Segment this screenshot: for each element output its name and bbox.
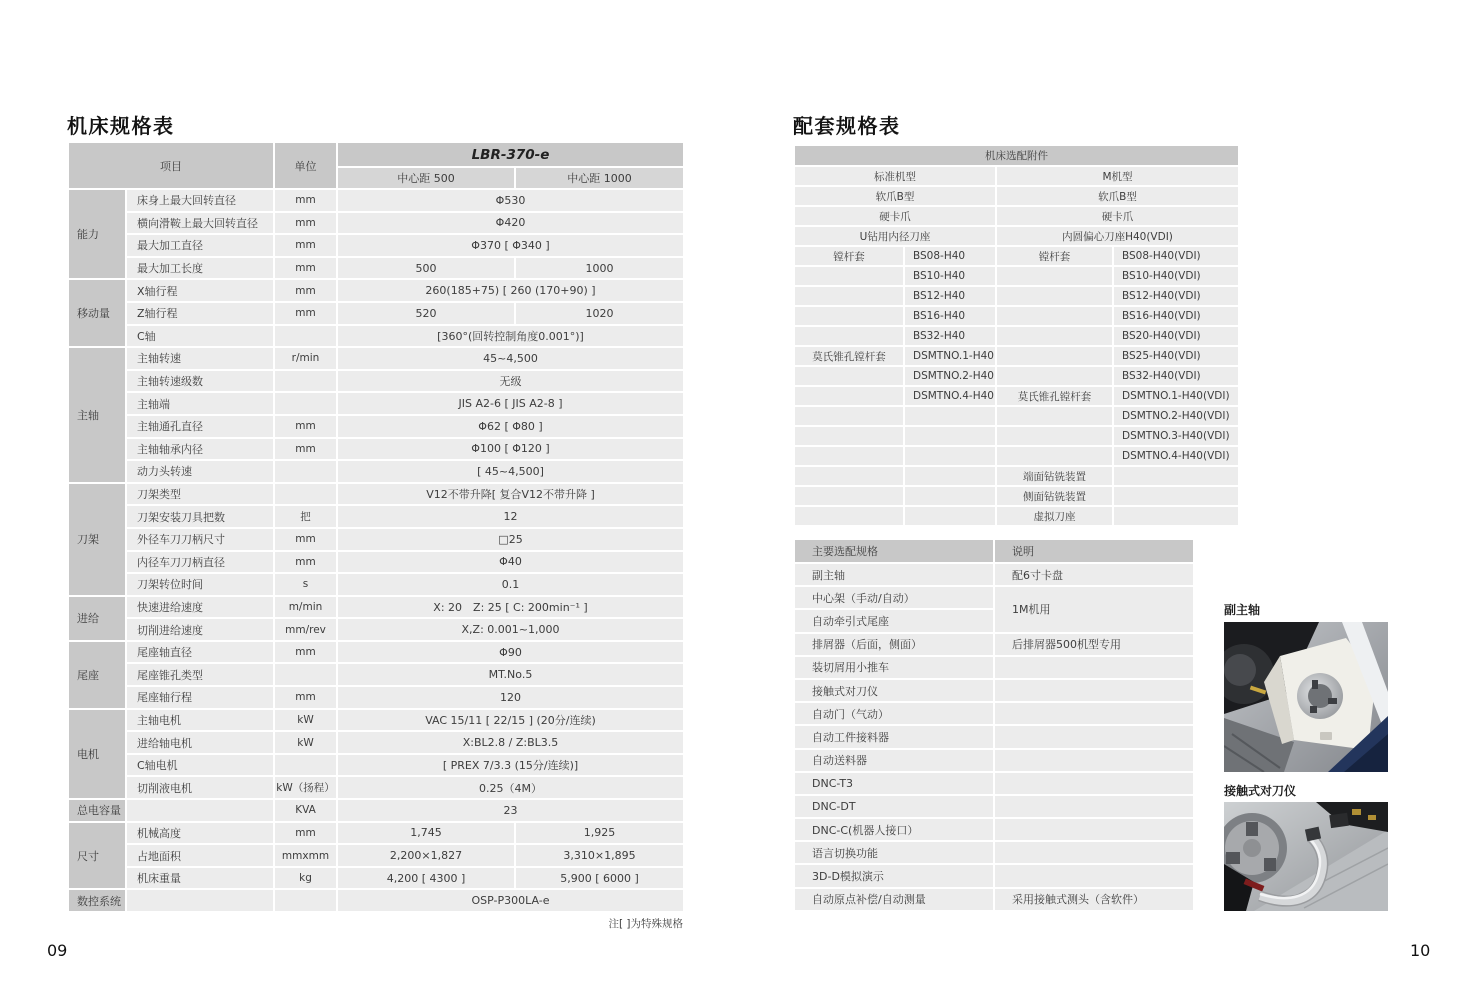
spec-value: 12 (337, 505, 684, 528)
accessory-category: 莫氏锥孔镗杆套 (996, 386, 1113, 406)
table-row (68, 212, 684, 235)
spec-unit (274, 483, 337, 506)
spec-item: 主轴通孔直径 (126, 415, 274, 438)
spec-value: 45~4,500 (337, 347, 684, 370)
spec-value: VAC 15/11 [ 22/15 ] (20分/连续) (337, 709, 684, 732)
option-name: 装切屑用小推车 (794, 656, 994, 679)
accessory-model: BS32-H40 (904, 326, 996, 346)
table-row (794, 679, 1194, 702)
table-row (794, 166, 1239, 186)
table-row (794, 266, 1239, 286)
accessory-model (904, 406, 996, 426)
spec-unit: r/min (274, 347, 337, 370)
accessory-category (996, 326, 1113, 346)
spec-value: 1020 (515, 302, 684, 325)
spec-item: 刀架安装刀具把数 (126, 505, 274, 528)
section-label: 数控系统 (68, 889, 126, 912)
spec-unit: mm (274, 528, 337, 551)
spec-item: 切削进给速度 (126, 618, 274, 641)
spec-value: X: 20 Z: 25 [ C: 200min⁻¹ ] (337, 596, 684, 619)
spec-item: C轴 (126, 325, 274, 348)
spec-item: Z轴行程 (126, 302, 274, 325)
section-label: 刀架 (68, 483, 126, 596)
spec-unit: mm (274, 279, 337, 302)
table-row (68, 844, 684, 867)
spec-item: 主轴轴承内径 (126, 438, 274, 461)
accessory-category: 侧面钻铣装置 (996, 486, 1113, 506)
spec-unit: mm (274, 551, 337, 574)
special-spec-note: 注[ ]为特殊规格 (608, 918, 683, 930)
spec-value: 0.25（4M） (337, 776, 684, 799)
spec-unit: mm (274, 438, 337, 461)
spec-value: 3,310×1,895 (515, 844, 684, 867)
accessory-cell: 硬卡爪 (794, 206, 996, 226)
accessory-category (794, 506, 904, 526)
table-header-row (794, 145, 1239, 166)
table-row (68, 392, 684, 415)
table-row (68, 754, 684, 777)
accessory-model: BS08-H40(VDI) (1113, 246, 1239, 266)
option-name: DNC-C(机器人接口） (794, 818, 994, 841)
table-row (794, 446, 1239, 466)
table-row (794, 506, 1239, 526)
accessory-category (794, 266, 904, 286)
spec-value: 1000 (515, 257, 684, 280)
spec-unit: kg (274, 867, 337, 890)
accessory-model (904, 466, 996, 486)
spec-item: 主轴转速 (126, 347, 274, 370)
spec-unit: mm (274, 641, 337, 664)
spec-value: 120 (337, 686, 684, 709)
table-row (794, 366, 1239, 386)
accessory-model: DSMTNO.4-H40 (904, 386, 996, 406)
spec-item: 主轴转速级数 (126, 370, 274, 393)
accessory-category: 镗杆套 (794, 246, 904, 266)
accessory-model: BS10-H40(VDI) (1113, 266, 1239, 286)
spec-unit: mm (274, 189, 337, 212)
accessory-cell: 软爪B型 (996, 186, 1239, 206)
section-label: 电机 (68, 709, 126, 799)
table-row (68, 822, 684, 845)
spec-item: 最大加工直径 (126, 234, 274, 257)
spec-unit: kW (274, 731, 337, 754)
spec-item: 外径车刀刀柄尺寸 (126, 528, 274, 551)
spec-item: 进给轴电机 (126, 731, 274, 754)
page-number-left: 09 (47, 941, 68, 960)
model-name: LBR-370-e (337, 142, 684, 167)
table-row (68, 460, 684, 483)
table-row (68, 889, 684, 912)
spec-unit: s (274, 573, 337, 596)
table-row (68, 799, 684, 822)
accessory-category (996, 426, 1113, 446)
spec-unit: kW (274, 709, 337, 732)
spec-unit (274, 325, 337, 348)
accessory-category (996, 346, 1113, 366)
spec-unit (274, 460, 337, 483)
option-desc: 配6寸卡盘 (994, 563, 1194, 586)
spec-value: JIS A2-6 [ JIS A2-8 ] (337, 392, 684, 415)
option-name: 3D-D模拟演示 (794, 864, 994, 887)
option-name: 副主轴 (794, 563, 994, 586)
option-name: 自动原点补偿/自动测量 (794, 888, 994, 911)
accessory-model: DSMTNO.1-H40(VDI) (1113, 386, 1239, 406)
section-label: 进给 (68, 596, 126, 641)
table-row (794, 406, 1239, 426)
accessory-model: DSMTNO.1-H40 (904, 346, 996, 366)
spec-unit: KVA (274, 799, 337, 822)
accessory-model (904, 486, 996, 506)
sub-spindle-photo-label: 副主轴 (1224, 603, 1261, 617)
spec-unit: mm (274, 302, 337, 325)
table-row (68, 325, 684, 348)
option-name: 自动牵引式尾座 (794, 609, 994, 632)
option-name: 语言切换功能 (794, 841, 994, 864)
accessory-category (996, 306, 1113, 326)
accessory-model: BS16-H40 (904, 306, 996, 326)
spec-unit: mm/rev (274, 618, 337, 641)
tool-setter-photo-label: 接触式对刀仪 (1224, 784, 1297, 798)
option-desc (994, 749, 1194, 772)
table-row (794, 725, 1194, 748)
spec-unit (274, 889, 337, 912)
accessory-category (794, 286, 904, 306)
accessory-model (904, 506, 996, 526)
spec-value: Φ100 [ Φ120 ] (337, 438, 684, 461)
table-header-row (794, 539, 1194, 563)
table-row (68, 438, 684, 461)
accessory-category (996, 286, 1113, 306)
spec-item: 内径车刀刀柄直径 (126, 551, 274, 574)
spec-value: OSP-P300LA-e (337, 889, 684, 912)
spec-item: 切削液电机 (126, 776, 274, 799)
spec-value: □25 (337, 528, 684, 551)
spec-item: 尾座轴行程 (126, 686, 274, 709)
spec-unit: mm (274, 686, 337, 709)
section-label: 总电容量 (68, 799, 126, 822)
spec-item: 刀架转位时间 (126, 573, 274, 596)
accessory-model (904, 426, 996, 446)
table-row (68, 279, 684, 302)
accessory-model (904, 446, 996, 466)
spec-value: Φ530 (337, 189, 684, 212)
accessory-category (794, 326, 904, 346)
accessory-category (794, 306, 904, 326)
spec-item (126, 799, 274, 822)
page-number-right: 10 (1410, 941, 1431, 960)
table-row (68, 776, 684, 799)
spec-value: Φ370 [ Φ340 ] (337, 234, 684, 257)
accessory-model: BS08-H40 (904, 246, 996, 266)
accessory-category: 莫氏锥孔镗杆套 (794, 346, 904, 366)
table-row (794, 818, 1194, 841)
spec-unit: mm (274, 212, 337, 235)
table-row (68, 257, 684, 280)
option-desc (994, 679, 1194, 702)
accessory-model: BS32-H40(VDI) (1113, 366, 1239, 386)
center-distance-1000: 中心距 1000 (515, 167, 684, 189)
option-desc (994, 656, 1194, 679)
table-row (68, 483, 684, 506)
accessory-category (794, 406, 904, 426)
table-header-row (68, 142, 684, 167)
accessory-model (1113, 506, 1239, 526)
table-row (68, 551, 684, 574)
accessory-cell: 内圆偏心刀座H40(VDI) (996, 226, 1239, 246)
option-name: 中心架（手动/自动） (794, 586, 994, 609)
table-row (68, 709, 684, 732)
option-desc (994, 772, 1194, 795)
accessory-cell: 硬卡爪 (996, 206, 1239, 226)
option-desc: 采用接触式测头（含软件） (994, 888, 1194, 911)
section-label: 尾座 (68, 641, 126, 709)
accessory-model: BS20-H40(VDI) (1113, 326, 1239, 346)
spec-item: 机械高度 (126, 822, 274, 845)
table-row (68, 505, 684, 528)
accessory-model: BS16-H40(VDI) (1113, 306, 1239, 326)
option-name: 自动送料器 (794, 749, 994, 772)
spec-unit: 把 (274, 505, 337, 528)
table-row (68, 663, 684, 686)
option-desc (994, 818, 1194, 841)
spec-unit: kW（扬程） (274, 776, 337, 799)
accessory-category: 虚拟刀座 (996, 506, 1113, 526)
spec-value: 23 (337, 799, 684, 822)
table-row (794, 563, 1194, 586)
table-row (68, 867, 684, 890)
spec-value: 2,200×1,827 (337, 844, 515, 867)
accessory-category (794, 366, 904, 386)
spec-item: X轴行程 (126, 279, 274, 302)
table-row (794, 888, 1194, 911)
spec-unit: mm (274, 415, 337, 438)
spec-unit: mm (274, 822, 337, 845)
table-row (794, 841, 1194, 864)
accessory-table (793, 144, 1240, 527)
spec-item: 机床重量 (126, 867, 274, 890)
option-name: DNC-DT (794, 795, 994, 818)
spec-value: 500 (337, 257, 515, 280)
spec-value: 1,925 (515, 822, 684, 845)
spec-unit: m/min (274, 596, 337, 619)
table-row (68, 302, 684, 325)
option-desc (994, 864, 1194, 887)
table-row (794, 702, 1194, 725)
option-name: 自动门（气动） (794, 702, 994, 725)
accessory-category (794, 386, 904, 406)
table-row (68, 641, 684, 664)
table-row (794, 186, 1239, 206)
accessory-header: 机床选配附件 (794, 145, 1239, 166)
table-row (68, 686, 684, 709)
option-desc (994, 702, 1194, 725)
table-row (68, 618, 684, 641)
table-row (794, 326, 1239, 346)
spec-value: V12不带升降[ 复合V12不带升降 ] (337, 483, 684, 506)
option-name: DNC-T3 (794, 772, 994, 795)
accessory-model: DSMTNO.2-H40(VDI) (1113, 406, 1239, 426)
accessory-cell: 软爪B型 (794, 186, 996, 206)
spec-value: 1,745 (337, 822, 515, 845)
accessory-model: BS12-H40(VDI) (1113, 286, 1239, 306)
spec-unit (274, 392, 337, 415)
table-row (68, 596, 684, 619)
spec-item: C轴电机 (126, 754, 274, 777)
section-label: 尺寸 (68, 822, 126, 890)
spec-unit: mmxmm (274, 844, 337, 867)
accessory-category (996, 446, 1113, 466)
accessory-model (1113, 466, 1239, 486)
spec-item: 最大加工长度 (126, 257, 274, 280)
machine-spec-table (67, 141, 685, 913)
spec-value: 5,900 [ 6000 ] (515, 867, 684, 890)
table-row (794, 795, 1194, 818)
spec-value: Φ40 (337, 551, 684, 574)
spec-value: Φ420 (337, 212, 684, 235)
section-label: 移动量 (68, 279, 126, 347)
spec-item: 尾座轴直径 (126, 641, 274, 664)
table-row (794, 749, 1194, 772)
accessory-model: BS25-H40(VDI) (1113, 346, 1239, 366)
option-desc (994, 841, 1194, 864)
table-row (794, 586, 1194, 609)
accessory-model (1113, 486, 1239, 506)
options-desc-header: 说明 (994, 539, 1194, 563)
table-row (794, 633, 1194, 656)
machine-table-title: 机床规格表 (67, 114, 175, 138)
spec-unit: mm (274, 257, 337, 280)
accessory-category (794, 466, 904, 486)
option-name: 自动工件接料器 (794, 725, 994, 748)
spec-value: 4,200 [ 4300 ] (337, 867, 515, 890)
accessory-category (996, 266, 1113, 286)
spec-value: [360°(回转控制角度0.001°)] (337, 325, 684, 348)
spec-item: 主轴端 (126, 392, 274, 415)
spec-value: [ 45~4,500] (337, 460, 684, 483)
table-row (68, 347, 684, 370)
table-row (794, 466, 1239, 486)
spec-item: 横向滑鞍上最大回转直径 (126, 212, 274, 235)
table-row (794, 656, 1194, 679)
accessory-category (794, 486, 904, 506)
table-row (794, 486, 1239, 506)
spec-item (126, 889, 274, 912)
spec-item: 主轴电机 (126, 709, 274, 732)
center-distance-500: 中心距 500 (337, 167, 515, 189)
machine-type-cell: M机型 (996, 166, 1239, 186)
table-row (68, 370, 684, 393)
machine-type-cell: 标准机型 (794, 166, 996, 186)
table-row (794, 864, 1194, 887)
accessory-category (794, 446, 904, 466)
spec-value: MT.No.5 (337, 663, 684, 686)
accessory-category (794, 426, 904, 446)
unit-header: 单位 (274, 142, 337, 189)
accessory-model: DSMTNO.4-H40(VDI) (1113, 446, 1239, 466)
spec-value: 520 (337, 302, 515, 325)
accessory-category (996, 406, 1113, 426)
accessory-model: BS12-H40 (904, 286, 996, 306)
spec-value: 260(185+75) [ 260 (170+90) ] (337, 279, 684, 302)
table-row (794, 426, 1239, 446)
spec-item: 动力头转速 (126, 460, 274, 483)
table-row (794, 286, 1239, 306)
accessory-cell: U钻用内径刀座 (794, 226, 996, 246)
option-desc: 后排屑器500机型专用 (994, 633, 1194, 656)
spec-value: [ PREX 7/3.3 (15分/连续)] (337, 754, 684, 777)
accessory-table-title: 配套规格表 (793, 114, 901, 138)
spec-value: Φ62 [ Φ80 ] (337, 415, 684, 438)
table-row (68, 573, 684, 596)
accessory-category: 端面钻铣装置 (996, 466, 1113, 486)
spec-item: 床身上最大回转直径 (126, 189, 274, 212)
section-label: 主轴 (68, 347, 126, 483)
table-row (794, 346, 1239, 366)
spec-value: 无级 (337, 370, 684, 393)
options-table (793, 538, 1195, 912)
table-row (68, 234, 684, 257)
table-row (794, 306, 1239, 326)
section-label: 能力 (68, 189, 126, 279)
accessory-model: DSMTNO.2-H40 (904, 366, 996, 386)
option-desc (994, 725, 1194, 748)
option-desc: 1M机用 (994, 586, 1194, 632)
spec-item: 占地面积 (126, 844, 274, 867)
item-header: 项目 (68, 142, 274, 189)
options-name-header: 主要选配规格 (794, 539, 994, 563)
table-row (68, 528, 684, 551)
spec-item: 尾座锥孔类型 (126, 663, 274, 686)
table-row (68, 731, 684, 754)
accessory-category: 镗杆套 (996, 246, 1113, 266)
option-name: 排屑器（后面，侧面） (794, 633, 994, 656)
spec-unit (274, 663, 337, 686)
spec-value: X,Z: 0.001~1,000 (337, 618, 684, 641)
spec-unit: mm (274, 234, 337, 257)
table-row (794, 226, 1239, 246)
table-row (794, 206, 1239, 226)
option-name: 接触式对刀仪 (794, 679, 994, 702)
tool-setter-photo (1224, 802, 1388, 911)
spec-item: 快速进给速度 (126, 596, 274, 619)
table-row (68, 415, 684, 438)
table-row (794, 386, 1239, 406)
table-row (794, 772, 1194, 795)
sub-spindle-photo (1224, 622, 1388, 772)
table-row (68, 189, 684, 212)
spec-value: 0.1 (337, 573, 684, 596)
option-desc (994, 795, 1194, 818)
spec-unit (274, 754, 337, 777)
table-row (794, 246, 1239, 266)
spec-value: X:BL2.8 / Z:BL3.5 (337, 731, 684, 754)
spec-value: Φ90 (337, 641, 684, 664)
spec-item: 刀架类型 (126, 483, 274, 506)
accessory-model: DSMTNO.3-H40(VDI) (1113, 426, 1239, 446)
accessory-model: BS10-H40 (904, 266, 996, 286)
spec-unit (274, 370, 337, 393)
accessory-category (996, 366, 1113, 386)
